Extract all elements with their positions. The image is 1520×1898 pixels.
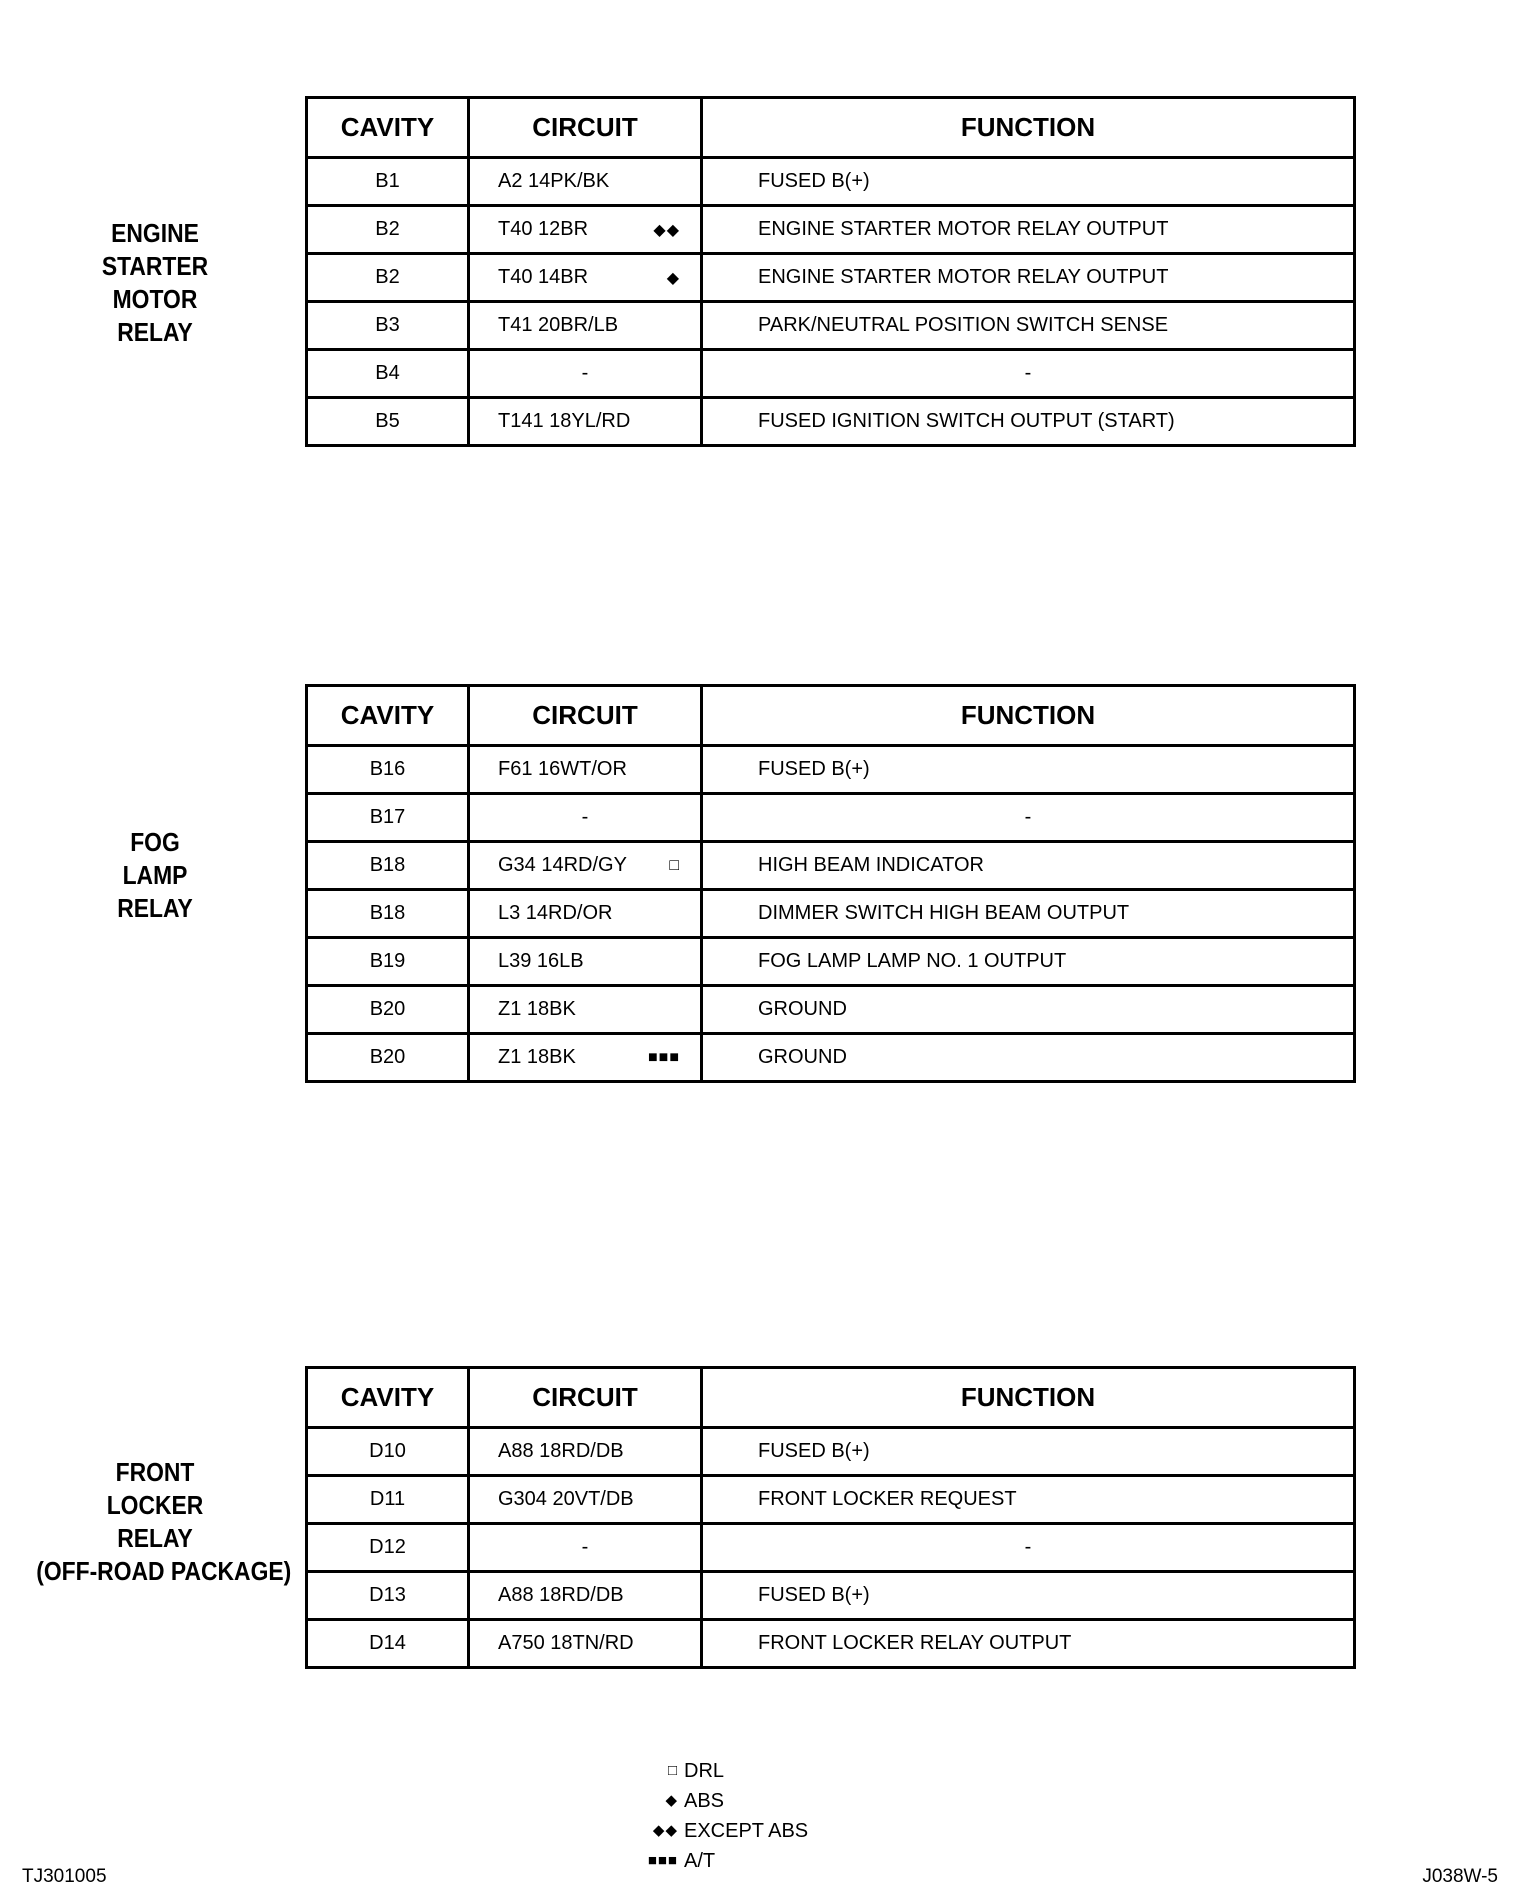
function-cell: GROUND [702,1034,1355,1082]
table-row [307,842,1355,890]
circuit-cell [469,794,702,842]
cavity-cell: B2 [307,206,469,254]
function-cell: DIMMER SWITCH HIGH BEAM OUTPUT [702,890,1355,938]
table-row [307,1476,1355,1524]
cavity-cell: B1 [307,158,469,206]
circuit-text: - [581,1536,589,1558]
cavity-cell: B20 [307,1034,469,1082]
label-line: RELAY [117,893,193,923]
circuit-text: A2 14PK/BK [498,170,610,192]
circuit-text: Z1 18BK [498,1046,576,1068]
circuit-text: A750 18TN/RD [498,1632,634,1654]
table-row [307,254,1355,302]
figure-id-left: TJ301005 [22,1866,107,1887]
function-cell: FRONT LOCKER RELAY OUTPUT [702,1620,1355,1668]
circuit-text: F61 16WT/OR [498,758,627,780]
cavity-cell: D10 [307,1428,469,1476]
label-line: RELAY [117,1523,193,1553]
drl-square-icon: □ [667,1762,678,1779]
cavity-cell: B3 [307,302,469,350]
circuit-text: T141 18YL/RD [498,410,631,432]
label-line: MOTOR [112,284,198,314]
legend-text: DRL [684,1760,725,1782]
circuit-text: Z1 18BK [498,998,576,1020]
circuit-cell [469,746,702,794]
table-row [307,1572,1355,1620]
legend-text: ABS [684,1790,725,1812]
function-cell: PARK/NEUTRAL POSITION SWITCH SENSE [702,302,1355,350]
function-cell: HIGH BEAM INDICATOR [702,842,1355,890]
circuit-text: T40 14BR [498,266,589,288]
table-row [307,1428,1355,1476]
circuit-text: T40 12BR [498,218,589,240]
label-line: LOCKER [106,1490,204,1520]
front-locker-relay-table [305,1366,1356,1669]
except-abs-diamond-icon: ◆◆ [652,1822,678,1839]
function-header: FUNCTION [702,1368,1355,1428]
cavity-cell: B18 [307,890,469,938]
section-label-engine-starter [36,217,274,349]
cavity-cell: B2 [307,254,469,302]
circuit-text: - [581,362,589,384]
circuit-text: L39 16LB [498,950,584,972]
table-row [307,794,1355,842]
cavity-cell: D14 [307,1620,469,1668]
table-header-row [307,1368,1355,1428]
table-row [307,746,1355,794]
circuit-cell [469,1034,702,1082]
table-row [307,890,1355,938]
circuit-text: L3 14RD/OR [498,902,613,924]
function-cell: FOG LAMP LAMP NO. 1 OUTPUT [702,938,1355,986]
table-row [307,206,1355,254]
cavity-cell: B17 [307,794,469,842]
engine-starter-relay-table [305,96,1356,447]
abs-diamond-icon: ◆ [665,1792,678,1809]
circuit-cell [469,1476,702,1524]
abs-diamond-icon: ◆ [666,269,680,287]
function-cell: ENGINE STARTER MOTOR RELAY OUTPUT [702,206,1355,254]
label-line: ENGINE [111,218,199,248]
legend-text: A/T [684,1850,716,1872]
table-row [307,938,1355,986]
legend-text: EXCEPT ABS [684,1820,809,1842]
circuit-header: CIRCUIT [469,98,702,158]
function-cell: FRONT LOCKER REQUEST [702,1476,1355,1524]
table-row [307,158,1355,206]
circuit-cell [469,1620,702,1668]
label-line: LAMP [122,860,188,890]
label-line: FOG [130,827,180,857]
table-row [307,1034,1355,1082]
label-line: STARTER [101,251,209,281]
function-header: FUNCTION [702,98,1355,158]
circuit-cell [469,842,702,890]
table-row [307,398,1355,446]
circuit-text: G34 14RD/GY [498,854,627,876]
function-cell: GROUND [702,986,1355,1034]
at-squares-icon: ■■■ [647,1852,678,1869]
function-cell: - [702,1524,1355,1572]
function-cell: ENGINE STARTER MOTOR RELAY OUTPUT [702,254,1355,302]
cavity-header: CAVITY [307,98,469,158]
section-label-front-locker [36,1456,292,1588]
legend-item [630,1846,808,1876]
circuit-cell [469,1572,702,1620]
circuit-cell [469,350,702,398]
circuit-cell [469,158,702,206]
cavity-cell: B4 [307,350,469,398]
cavity-cell: D13 [307,1572,469,1620]
section-label-fog-lamp [36,826,274,925]
drl-square-icon: □ [669,856,680,874]
legend [630,1756,808,1876]
circuit-cell [469,302,702,350]
label-line: RELAY [117,317,193,347]
legend-item [630,1756,808,1786]
table-row [307,1524,1355,1572]
function-cell: - [702,350,1355,398]
table-row [307,350,1355,398]
cavity-cell: B18 [307,842,469,890]
function-cell: FUSED B(+) [702,746,1355,794]
function-cell: FUSED B(+) [702,1572,1355,1620]
figure-id-right: J038W-5 [1422,1866,1498,1887]
fog-lamp-relay-table [305,684,1356,1083]
cavity-cell: D12 [307,1524,469,1572]
label-line: FRONT [115,1457,195,1487]
circuit-cell [469,890,702,938]
at-squares-icon: ■■■ [648,1048,680,1066]
cavity-header: CAVITY [307,686,469,746]
cavity-cell: B16 [307,746,469,794]
cavity-cell: B20 [307,986,469,1034]
circuit-cell [469,1428,702,1476]
circuit-cell [469,206,702,254]
cavity-header: CAVITY [307,1368,469,1428]
table-row [307,302,1355,350]
function-cell: FUSED B(+) [702,158,1355,206]
function-cell: FUSED IGNITION SWITCH OUTPUT (START) [702,398,1355,446]
circuit-header: CIRCUIT [469,1368,702,1428]
table-row [307,1620,1355,1668]
cavity-cell: B19 [307,938,469,986]
cavity-cell: B5 [307,398,469,446]
legend-item [630,1816,808,1846]
function-cell: FUSED B(+) [702,1428,1355,1476]
label-line: (OFF-ROAD PACKAGE) [36,1556,292,1586]
cavity-cell: D11 [307,1476,469,1524]
circuit-text: T41 20BR/LB [498,314,619,336]
circuit-header: CIRCUIT [469,686,702,746]
circuit-cell [469,254,702,302]
circuit-text: G304 20VT/DB [498,1488,634,1510]
circuit-cell [469,938,702,986]
except-abs-diamond-icon: ◆◆ [653,221,680,239]
circuit-text: A88 18RD/DB [498,1584,624,1606]
circuit-cell [469,1524,702,1572]
circuit-cell [469,986,702,1034]
table-header-row [307,686,1355,746]
function-header: FUNCTION [702,686,1355,746]
circuit-text: A88 18RD/DB [498,1440,624,1462]
circuit-text: - [581,806,589,828]
legend-item [630,1786,808,1816]
table-header-row [307,98,1355,158]
table-row [307,986,1355,1034]
function-cell: - [702,794,1355,842]
circuit-cell [469,398,702,446]
